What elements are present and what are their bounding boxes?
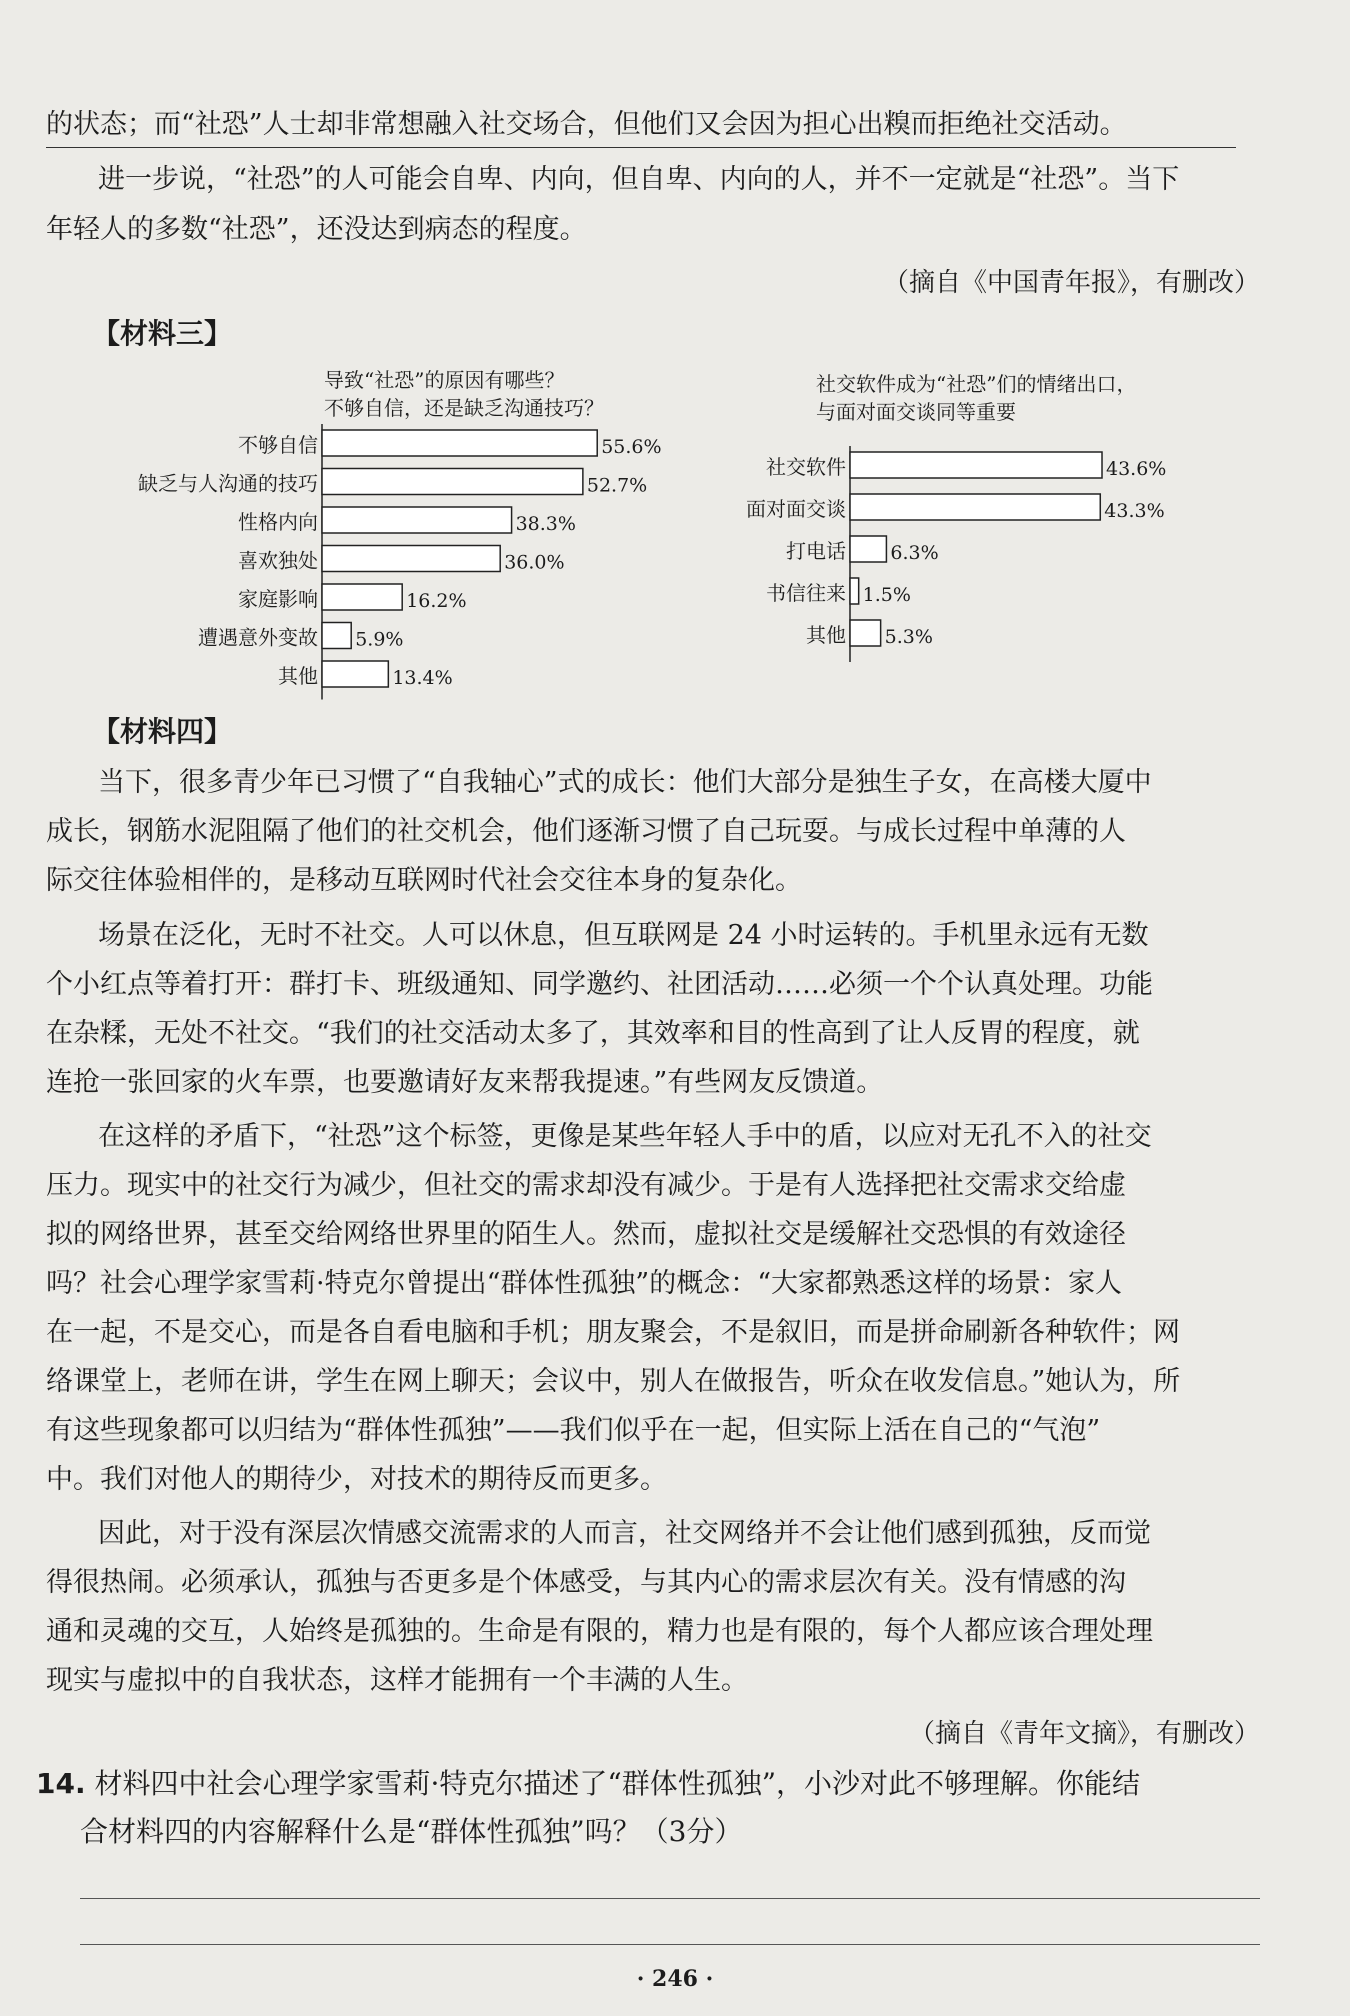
source-citation: （摘自《青年文摘》，有删改） — [908, 1719, 1260, 1749]
category-label: 打电话 — [786, 539, 846, 563]
text-line: 通和灵魂的交互，人始终是孤独的。生命是有限的，精力也是有限的，每个人都应该合理处理 — [46, 1616, 1153, 1647]
category-label: 遭遇意外变故 — [198, 625, 318, 650]
text-line: 吗？社会心理学家雪莉·特克尔曾提出“群体性孤独”的概念：“大家都熟悉这样的场景：家人 — [46, 1268, 1122, 1299]
bar — [850, 452, 1102, 478]
section-heading-material-3: 【材料三】 — [92, 317, 233, 350]
text-line: 因此，对于没有深层次情感交流需求的人而言，社交网络并不会让他们感到孤独，反而觉 — [98, 1518, 1151, 1549]
category-label: 家庭影响 — [238, 587, 318, 611]
text-line: 个小红点等着打开：群打卡、班级通知、同学邀约、社团活动……必须一个个认真处理。功能 — [46, 969, 1153, 1000]
bar — [322, 584, 402, 610]
value-label: 52.7% — [586, 474, 648, 497]
text-line: 中。我们对他人的期待少，对技术的期待反而更多。 — [46, 1464, 667, 1495]
bar — [850, 620, 881, 646]
category-label: 面对面交谈 — [746, 497, 846, 521]
text-line: 络课堂上，老师在讲，学生在网上聊天；会议中，别人在做报告，听众在收发信息。”她认为，所 — [46, 1366, 1181, 1397]
bar — [322, 623, 351, 649]
text-line: 在杂糅，无处不社交。“我们的社交活动太多了，其效率和目的性高到了让人反胃的程度，就 — [46, 1018, 1140, 1049]
value-label: 38.3% — [515, 513, 576, 535]
bar — [850, 578, 859, 604]
chart-outlets-svg — [720, 440, 1250, 660]
bar — [322, 430, 597, 456]
text-line: 成长，钢筋水泥阻隔了他们的社交机会，他们逐渐习惯了自己玩耍。与成长过程中单薄的人 — [46, 816, 1126, 847]
value-label: 13.4% — [392, 667, 453, 689]
value-label: 43.3% — [1104, 500, 1165, 522]
chart-title-line: 不够自信，还是缺乏沟通技巧？ — [324, 396, 604, 420]
bar — [850, 536, 886, 562]
text-line: 拟的网络世界，甚至交给网络世界里的陌生人。然而，虚拟社交是缓解社交恐惧的有效途径 — [46, 1219, 1126, 1250]
bar — [322, 507, 512, 533]
value-label: 5.3% — [884, 626, 933, 648]
text-line: 场景在泛化，无时不社交。人可以休息，但互联网是 24 小时运转的。手机里永远有无数 — [98, 920, 1149, 951]
question-line: 合材料四的内容解释什么是“群体性孤独”吗？（3分） — [80, 1815, 743, 1848]
answer-line[interactable] — [80, 1898, 1260, 1899]
text-line: 际交往体验相伴的，是移动互联网时代社会交往本身的复杂化。 — [46, 865, 802, 896]
value-label: 43.6% — [1106, 458, 1167, 480]
underline-rule — [46, 147, 1236, 148]
text-line: 在这样的矛盾下，“社恐”这个标签，更像是某些年轻人手中的盾，以应对无孔不入的社交 — [98, 1121, 1152, 1152]
source-citation: （摘自《中国青年报》，有删改） — [882, 268, 1260, 298]
bar — [322, 661, 388, 687]
bar — [850, 494, 1100, 520]
value-label: 1.5% — [862, 584, 911, 606]
answer-line[interactable] — [80, 1944, 1260, 1945]
question-number: 14. — [36, 1767, 86, 1800]
category-label: 不够自信 — [238, 433, 318, 457]
value-label: 16.2% — [406, 590, 467, 612]
value-label: 6.3% — [890, 542, 939, 564]
value-label: 36.0% — [504, 551, 565, 574]
text-line: 得很热闹。必须承认，孤独与否更多是个体感受，与其内心的需求层次有关。没有情感的沟 — [46, 1567, 1126, 1598]
text-line: 年轻人的多数“社恐”，还没达到病态的程度。 — [46, 214, 587, 245]
text-line: 连抢一张回家的火车票，也要邀请好友来帮我提速。”有些网友反馈道。 — [46, 1067, 884, 1098]
text-line: 现实与虚拟中的自我状态，这样才能拥有一个丰满的人生。 — [46, 1665, 748, 1696]
text-line: 进一步说，“社恐”的人可能会自卑、内向，但自卑、内向的人，并不一定就是“社恐”。当下 — [98, 164, 1180, 195]
chart-causes-svg — [90, 425, 662, 695]
question-line — [36, 1762, 1140, 1806]
chart-title-line: 与面对面交谈同等重要 — [816, 400, 1016, 424]
value-label: 5.9% — [355, 628, 404, 651]
section-heading-material-4: 【材料四】 — [92, 715, 233, 748]
text-line: 的状态；而“社恐”人士却非常想融入社交场合，但他们又会因为担心出糗而拒绝社交活动。 — [46, 109, 1127, 140]
bar — [322, 546, 500, 572]
page-number: · 246 · — [636, 1966, 714, 1992]
category-label: 性格内向 — [238, 510, 318, 534]
category-label: 其他 — [806, 623, 846, 647]
category-label: 书信往来 — [766, 581, 846, 605]
text-line: 压力。现实中的社交行为减少，但社交的需求却没有减少。于是有人选择把社交需求交给虚 — [46, 1170, 1126, 1201]
bar — [322, 469, 583, 495]
category-label: 缺乏与人沟通的技巧 — [138, 471, 318, 496]
text-line: 有这些现象都可以归结为“群体性孤独”——我们似乎在一起，但实际上活在自己的“气泡” — [46, 1415, 1101, 1446]
chart-title-line: 导致“社恐”的原因有哪些？ — [324, 368, 565, 392]
category-label: 喜欢独处 — [238, 548, 318, 573]
chart-title-line: 社交软件成为“社恐”们的情绪出口， — [816, 372, 1137, 396]
text-line: 当下，很多青少年已习惯了“自我轴心”式的成长：他们大部分是独生子女，在高楼大厦中 — [98, 767, 1152, 798]
category-label: 社交软件 — [766, 455, 846, 479]
text-line: 在一起，不是交心，而是各自看电脑和手机；朋友聚会，不是叙旧，而是拼命刷新各种软件；网 — [46, 1317, 1180, 1348]
question-text: 材料四中社会心理学家雪莉·特克尔描述了“群体性孤独”，小沙对此不够理解。你能结 — [94, 1767, 1141, 1800]
category-label: 其他 — [278, 664, 318, 688]
value-label: 55.6% — [601, 436, 662, 458]
